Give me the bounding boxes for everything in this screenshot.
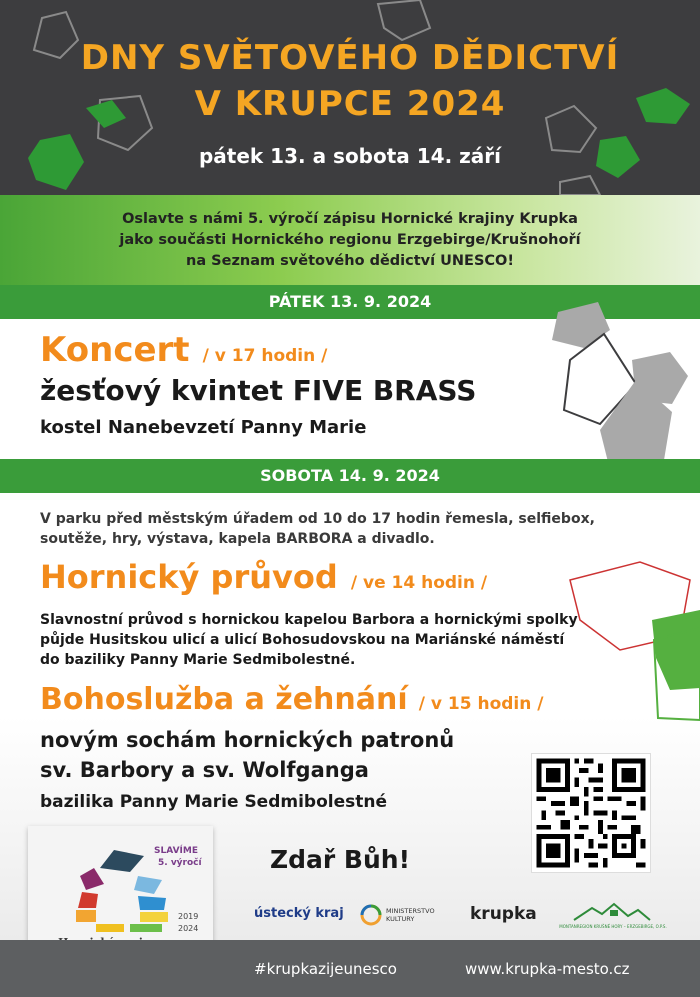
procession-time: / ve 14 hodin / — [350, 573, 488, 593]
partner-montanregion-logo: MONTANREGION KRUŠNÉ HORY – ERZGEBIRGE, O.P.S. — [559, 924, 667, 929]
event-dates: pátek 13. a sobota 14. září — [198, 144, 502, 168]
concert-performer: žesťový kvintet FIVE BRASS — [40, 374, 477, 407]
friday-band: PÁTEK 13. 9. 2024 — [0, 285, 700, 319]
park-line-1: V parku před městským úřadem od 10 do 17 hodin řemesla, selfiebox, — [40, 511, 595, 527]
mass-line-3: bazilika Panny Marie Sedmibolestné — [40, 792, 388, 812]
montanregion-logo-icon — [572, 902, 652, 922]
footer-hashtag[interactable]: #krupkazijeunesco — [254, 960, 397, 978]
ministry-logo-icon — [360, 904, 382, 926]
concert-heading: Koncert — [40, 330, 190, 370]
procession-line-3: do baziliky Panny Marie Sedmibolestné. — [40, 652, 356, 668]
qr-code-icon — [532, 754, 650, 872]
qr-code[interactable] — [531, 753, 651, 873]
event-title-line2: V KRUPCE 2024 — [194, 84, 506, 124]
procession-line-2: půjde Husitskou ulicí a ulicí Bohosudovskou na Mariánské náměstí — [40, 632, 565, 648]
procession-description — [40, 610, 578, 670]
partner-ministry-logo — [386, 907, 435, 923]
partner-kraj-logo: ústecký kraj — [254, 906, 344, 921]
badge-year-to: 2024 — [178, 924, 199, 933]
mining-region-logo-icon — [74, 850, 170, 932]
mass-line-1: novým sochám hornických patronů — [40, 728, 455, 752]
intro-line-3: na Seznam světového dědictví UNESCO! — [186, 253, 514, 269]
saturday-band: SOBOTA 14. 9. 2024 — [0, 459, 700, 493]
intro-text — [0, 209, 700, 272]
procession-heading: Hornický průvod — [40, 558, 338, 596]
mass-time: / v 15 hodin / — [418, 694, 544, 714]
footer-website-link[interactable]: www.krupka-mesto.cz — [465, 960, 630, 978]
mass-line-2: sv. Barbory a sv. Wolfganga — [40, 758, 369, 782]
greeting: Zdař Bůh! — [270, 845, 410, 874]
event-title-line1: DNY SVĚTOVÉHO DĚDICTVÍ — [80, 38, 620, 78]
procession-line-1: Slavnostní průvod s hornickou kapelou Barbora a hornickými spolky — [40, 612, 578, 628]
park-program — [40, 509, 595, 549]
park-line-2: soutěže, hry, výstava, kapela BARBORA a divadlo. — [40, 531, 435, 547]
intro-line-1: Oslavte s námi 5. výročí zápisu Hornické krajiny Krupka — [122, 211, 578, 227]
badge-year-from: 2019 — [178, 912, 199, 921]
concert-heading-row — [40, 330, 327, 370]
ministry-line-1: MINISTERSTVO — [386, 907, 435, 915]
decorative-outline-shapes — [560, 540, 700, 740]
concert-venue: kostel Nanebevzetí Panny Marie — [40, 417, 367, 438]
badge-vyroci: 5. výročí — [158, 858, 202, 868]
intro-line-2: jako součásti Hornického regionu Erzgebirge/Krušnohoří — [119, 232, 581, 248]
partner-krupka-logo: krupka — [470, 904, 537, 924]
badge-slavime: SLAVÍME — [154, 846, 198, 856]
ministry-line-2: KULTURY — [386, 915, 415, 923]
procession-heading-row — [40, 558, 487, 596]
concert-time: / v 17 hodin / — [202, 346, 328, 366]
header-panel — [0, 0, 700, 195]
mass-heading-row — [40, 682, 543, 717]
mass-heading: Bohoslužba a žehnání — [40, 682, 408, 717]
